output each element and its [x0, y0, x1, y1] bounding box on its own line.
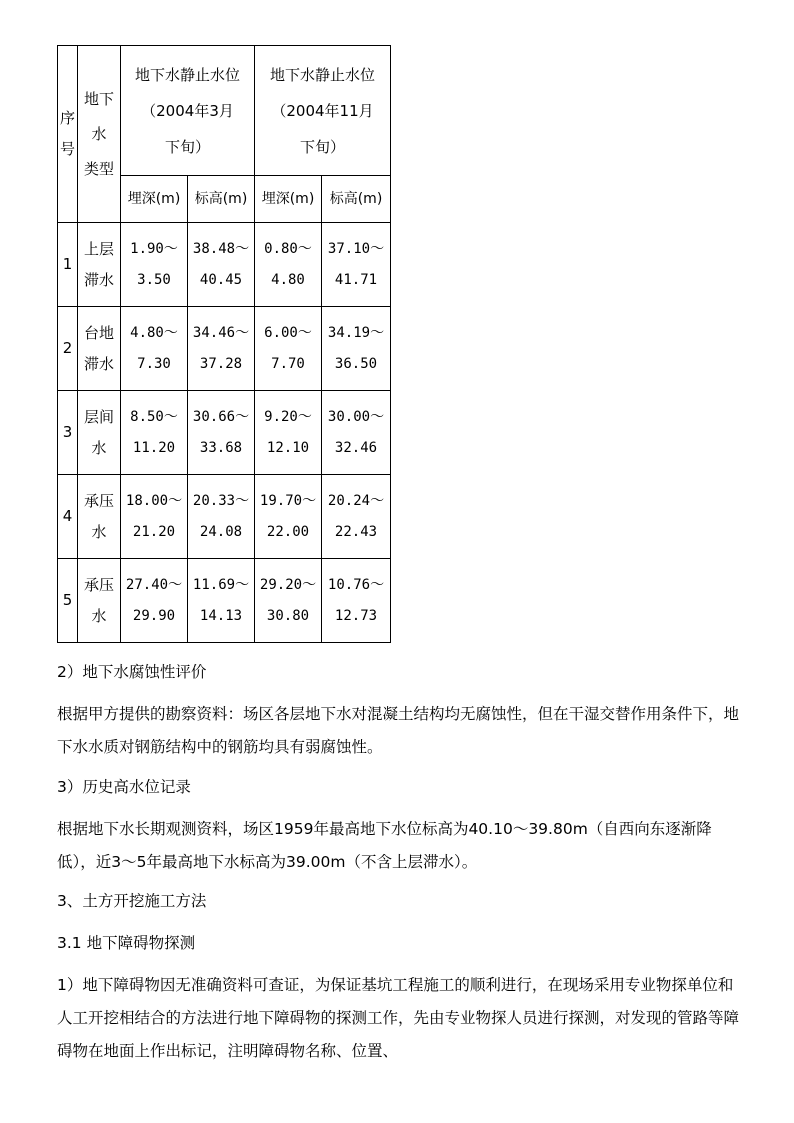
cell-elev-2: 30.00～ 32.46: [322, 391, 391, 475]
cell-elev-1: 30.66～ 33.68: [188, 391, 255, 475]
cell-depth-1: 18.00～ 21.20: [121, 475, 188, 559]
cell-elev-1: 34.46～ 37.28: [188, 307, 255, 391]
table-row: [58, 307, 391, 391]
table-row: [58, 559, 391, 643]
header-depth-2: 埋深(m): [255, 176, 322, 223]
cell-depth-1: 4.80～ 7.30: [121, 307, 188, 391]
groundwater-level-table: [57, 45, 391, 643]
cell-depth-2: 6.00～ 7.70: [255, 307, 322, 391]
header-depth-1: 埋深(m): [121, 176, 188, 223]
cell-type: 上层 滞水: [78, 223, 121, 307]
cell-type: 承压 水: [78, 559, 121, 643]
cell-type: 台地 滞水: [78, 307, 121, 391]
header-2004-march: 地下水静止水位 （2004年3月 下旬）: [121, 46, 255, 176]
cell-seq: 4: [58, 475, 78, 559]
header-2004-november: 地下水静止水位 （2004年11月 下旬）: [255, 46, 391, 176]
cell-elev-1: 38.48～ 40.45: [188, 223, 255, 307]
heading-historical-water-level: 3）历史高水位记录: [57, 778, 191, 796]
cell-type: 承压 水: [78, 475, 121, 559]
cell-elev-1: 20.33～ 24.08: [188, 475, 255, 559]
table-row: [58, 223, 391, 307]
cell-type: 层间 水: [78, 391, 121, 475]
cell-depth-1: 1.90～ 3.50: [121, 223, 188, 307]
paragraph-corrosion: 根据甲方提供的勘察资料：场区各层地下水对混凝土结构均无腐蚀性，但在干湿交替作用条件下，地下水水质对钢筋结构中的钢筋均具有弱腐蚀性。: [57, 705, 740, 756]
header-water-type: 地下 水 类型: [78, 46, 121, 223]
cell-seq: 3: [58, 391, 78, 475]
table-row: [58, 391, 391, 475]
cell-depth-2: 0.80～ 4.80: [255, 223, 322, 307]
heading-obstacle-detection: 3.1 地下障碍物探测: [57, 934, 196, 952]
cell-seq: 5: [58, 559, 78, 643]
cell-depth-2: 29.20～ 30.80: [255, 559, 322, 643]
header-elev-1: 标高(m): [188, 176, 255, 223]
cell-seq: 2: [58, 307, 78, 391]
cell-elev-2: 10.76～ 12.73: [322, 559, 391, 643]
cell-depth-1: 8.50～ 11.20: [121, 391, 188, 475]
header-seq: 序 号: [58, 46, 78, 223]
cell-depth-2: 19.70～ 22.00: [255, 475, 322, 559]
paragraph-historical-water-level: 根据地下水长期观测资料，场区1959年最高地下水位标高为40.10～39.80m（自西向东逐渐降低），近3～5年最高地下水标高为39.00m（不含上层滞水）。: [57, 820, 712, 871]
heading-earthwork-method: 3、土方开挖施工方法: [57, 892, 207, 910]
cell-depth-1: 27.40～ 29.90: [121, 559, 188, 643]
cell-seq: 1: [58, 223, 78, 307]
cell-elev-2: 34.19～ 36.50: [322, 307, 391, 391]
paragraph-obstacle-detection: 1）地下障碍物因无准确资料可查证，为保证基坑工程施工的顺利进行，在现场采用专业物探单位和人工开挖相结合的方法进行地下障碍物的探测工作，先由专业物探人员进行探测，对发现的管路等障碍物在地面上作出标记，注明障碍物名称、位置、: [57, 976, 740, 1060]
cell-elev-2: 20.24～ 22.43: [322, 475, 391, 559]
cell-elev-2: 37.10～ 41.71: [322, 223, 391, 307]
header-elev-2: 标高(m): [322, 176, 391, 223]
cell-elev-1: 11.69～ 14.13: [188, 559, 255, 643]
cell-depth-2: 9.20～ 12.10: [255, 391, 322, 475]
table-row: [58, 475, 391, 559]
heading-corrosion-evaluation: 2）地下水腐蚀性评价: [57, 663, 207, 681]
